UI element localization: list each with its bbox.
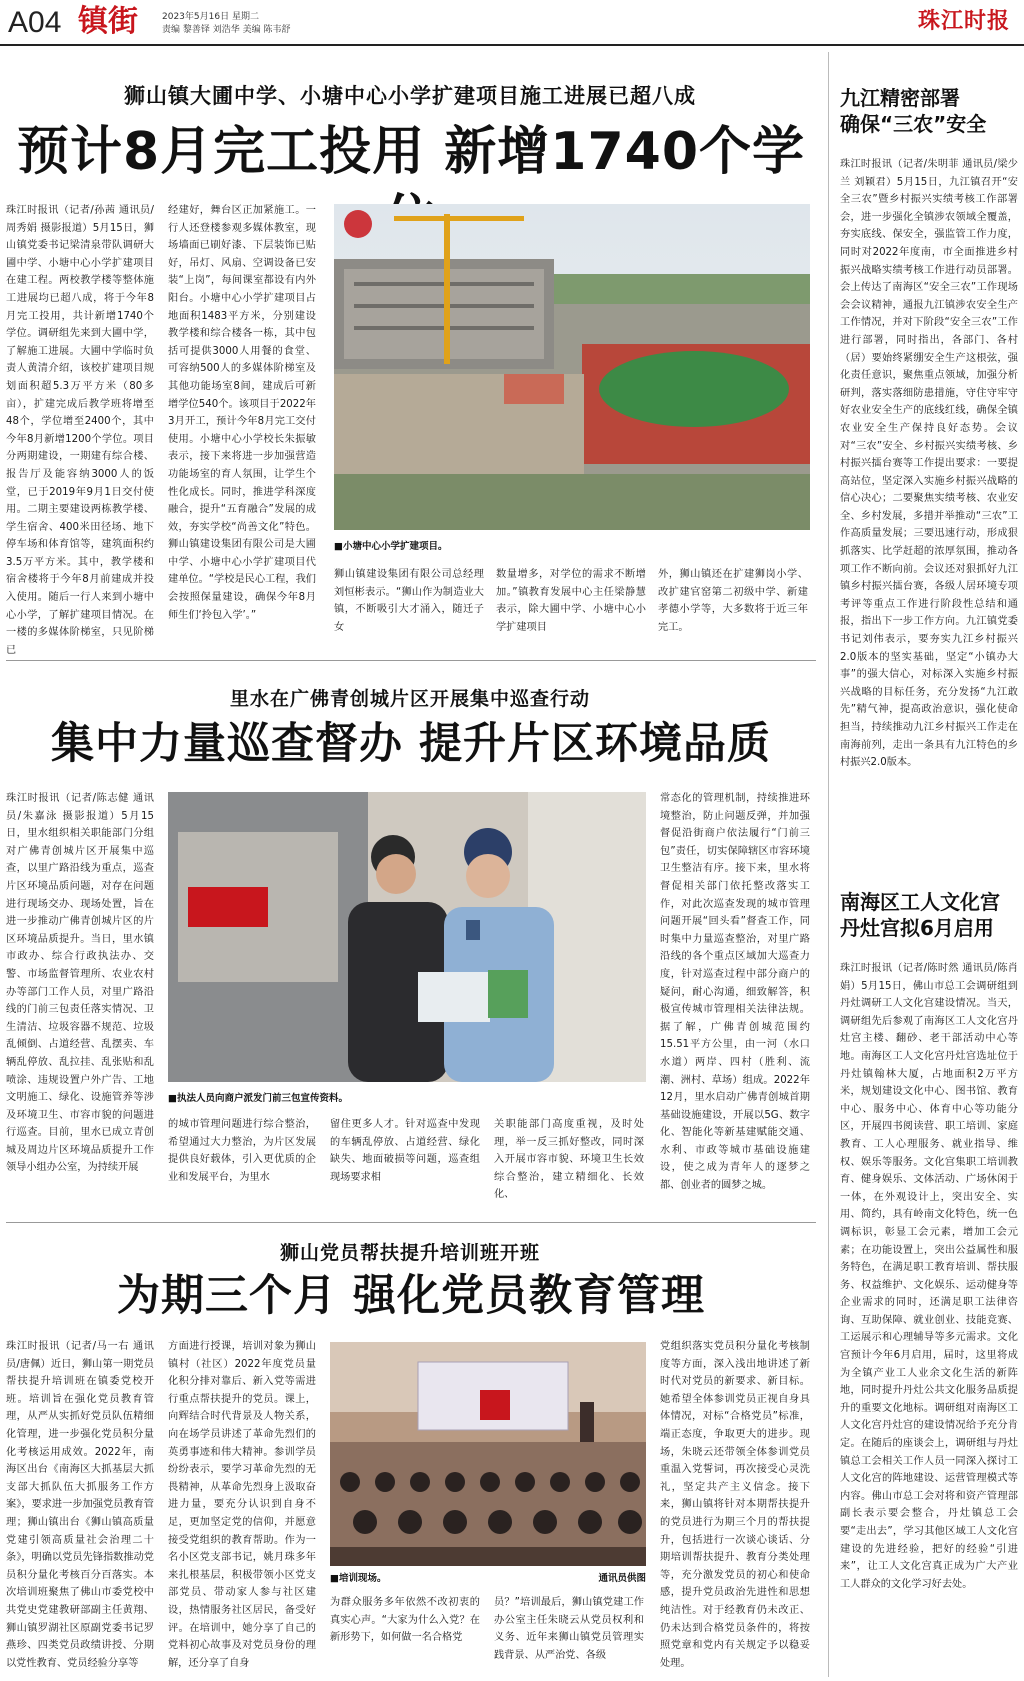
- article3-col2: 方面进行授课，培训对象为狮山镇村（社区）2022年度党员量化积分排对靠后、新入党等需进行重点帮扶提升的党员。课上，向辉结合时代背景及人物关系，向在场学员讲述了革命先烈们的英勇事迹和伟大精神。参训学员纷纷表示，要学习革命先烈的无畏精神，从革命先烈身上汲取奋进力量，要充分认识到自身不足，更加坚定党的信仰，并愿意接受党组织的教育帮助。作为一名小区党支部书记，姚月珠多年来扎根基层，积极带领小区党支部党员、带动家人参与社区建设，热情服务社区居民，备受好评。在培训中，她分享了自己的党料初心故事及对党员身份的理解，还分享了自身: [168, 1341, 316, 1669]
- section-name: 镇街: [78, 4, 138, 39]
- divider-1: [6, 660, 816, 661]
- article3-col3: 为群众服务多年依然不改初衷的真实心声。“大家为什么入党？在新形势下，如何做一名合格党: [330, 1597, 480, 1644]
- article3-col1: 珠江时报讯（记者/马一右 通讯员/唐佩）近日，狮山第一期党员帮扶提升培训班在镇委党校开班。培训旨在强化党员教育管理，从严从实抓好党员队伍精细化管理，进一步强化党员积分量化考核运用成效。2022年，南海区出台《南海区大抓基层大抓支部大抓队伍大抓服务工作方案》，要求进一步加强党员教育管理；狮山镇出台《狮山镇高质量党建引领高质量社会治理二十条》，明确以党员先锋指数推动党员积分量化考核百分百落实。本次培训班聚焦了佛山市委党校中共党史党建教研部副主任黄翔、狮山镇罗湖社区原副党委书记罗燕珍、四类党员政绩讲授、分期以党性教育、党员经验分享等: [6, 1341, 154, 1669]
- article2-photo-caption: ■执法人员向商户派发门前三包宣传资料。: [168, 1093, 348, 1104]
- article2-col2: 的城市管理问题进行综合整治，希望通过大力整治，为片区发展提供良好载体，引入更优质的企业和发展平台，为里水: [168, 1119, 316, 1183]
- article2-headline: 集中力量巡查督办 提升片区环境品质: [51, 719, 771, 769]
- paper-logo: 珠江时报: [918, 8, 1011, 34]
- article3-headline: 为期三个月 强化党员教育管理: [117, 1271, 705, 1321]
- article2-subtitle: 里水在广佛青创城片区开展集中巡查行动: [229, 688, 590, 710]
- side2-body: 珠江时报讯（记者/陈时然 通讯员/陈肖娟）5月15日，佛山市总工会调研组到丹灶调研工人文化宫建设情况。当天，调研组先后参观了南海区工人文化宫丹灶宫主楼、翻砂、老干部活动中心等地。南海区工人文化宫丹灶宫选址位于丹灶镇翰林大厦，占地面积2万平方米，规划建设文化中心、图书馆、教育中心、服务中心、体育中心等功能分区，开展四书阅读营、职工培训、家庭教育、工人心理服务、就业指导、维权、娱乐等服务。文化宫集职工培训教育、健身娱乐、文体活动、广场休闲于一体，在外观设计上，突出安全、实用、简约，具有岭南文化特色，统一色调标识，彰显工会元素，增加工会元素；在功能设置上，突出公益属性和服务特色，在满足职工教育培训、帮扶服务、权益维护、文化娱乐、运动健身等企业需求的同时，还满足职工法律咨询、互助保障、就业创业、技能竞赛、工运展示和心理辅导等多元需求。文化宫预计今年6月启用，届时，这里将成为全镇产业工人业余文化生活的新阵地，同时提升丹灶公共文化服务品质提升的重要文化地标。调研组对南海区工人文化宫丹灶宫的建设情况给予充分肯定。在随后的座谈会上，调研组与丹灶镇总工会相关工作人员一同深入探讨工人文化宫的阵地建设、运营管理模式等内容。佛山市总工会对将和资产管理部副长表示要会整合，丹灶镇总工会要“走出去”，学习其他区域工人文化宫建设的先进经验，把好的经验“引进来”，让工人文化宫真正成为广大产业工人群众的文化学习好去处。: [840, 963, 1018, 1590]
- staff-line: 责编 黎善铎 刘浩华 美编 陈韦舒: [162, 25, 291, 35]
- side1-headline-line2: 确保“三农”安全: [840, 112, 987, 136]
- article3-photo-credit: 通讯员供图: [598, 1573, 646, 1584]
- article2-col3: 留住更多人才。针对巡查中发现的车辆乱停放、占道经营、绿化缺失、地面破损等问题，巡查组现场要求相: [330, 1119, 480, 1183]
- school-construction-photo: [334, 204, 810, 530]
- article1-col2: 经建好，舞台区正加紧施工。一行人还登楼参观多媒体教室，现场墙面已刷好漆、下层装饰已贴好，吊灯、风扇、空调设备已安装“上岗”，每间课室都设有内外阳台。小塘中心小学扩建项目占地面积1483平方米，分别建设教学楼和综合楼各一栋，其中包括可提供3000人用餐的食堂、可容纳500人的多媒体阶梯室及其他功能场室8间，建成后可新增学位540个。该项目于2022年3月开工，预计今年8月完工交付使用。小塘中心小学校长朱振敏表示，接下来将进一步加强营造功能场室的育人氛围，让学生个性化成长。同时，推进学科深度融合，提升“五育融合”发展的成效，夯实学校“尚善文化”特色。狮山镇建设集团有限公司是大圃中学、小塘中心小学扩建项目代建单位。“学校是民心工程，我们会按照保量建设，确保今年8月师生们‘拎包入学’。”: [168, 205, 316, 621]
- construction-site-illustration: [334, 204, 810, 530]
- side1-headline-line1: 九江精密部署: [840, 86, 960, 110]
- article1-subtitle: 狮山镇大圃中学、小塘中心小学扩建项目施工进展已超八成: [124, 84, 696, 108]
- inspection-illustration: [168, 792, 646, 1082]
- side2-headline-line2: 丹灶宫拟6月启用: [840, 916, 994, 940]
- article1-photo-caption: ■小塘中心小学扩建项目。: [334, 541, 448, 552]
- side2-headline-line1: 南海区工人文化宫: [840, 890, 1000, 914]
- article1-col3: 狮山镇建设集团有限公司总经理刘恒彬表示。“狮山作为制造业大镇，不断吸引大才涌入，随迁子女: [334, 569, 484, 633]
- divider-2: [6, 1222, 816, 1223]
- training-illustration: [330, 1342, 646, 1566]
- article1-headline: 预计8月完工投用 新增1740个学: [16, 122, 805, 182]
- inspection-photo: [168, 792, 646, 1082]
- article3-col4: 员？”培训最后，狮山镇党建工作办公室主任朱晓云从党员权利和义务、近年来狮山镇党员管理实践背景、从严治党、各级: [494, 1597, 644, 1661]
- training-photo: [330, 1342, 646, 1566]
- article3-photo-caption: ■培训现场。: [330, 1573, 387, 1584]
- article2-col1: 珠江时报讯（记者/陈志健 通讯员/朱嘉泳 摄影报道）5月15日，里水组织相关职能部门分组对广佛青创城片区开展集中巡查，以里广路沿线为重点，巡查片区环境品质问题，对存在问题进行现场交办、现场处置，旨在进一步推动广佛青创城片区的片区环境品质提升。当日，里水镇市政办、综合行政执法办、交警、市场监督管理所、农业农村办等部门工作人员，对里广路沿线的门前三包责任落实情况、卫生清洁、垃圾容器不规范、垃圾乱倾倒、占道经营、乱摆卖、车辆乱停放、乱拉挂、乱张贴和乱喷涂、违规设置户外广告、工地文明施工、绿化、设施管养等涉及环境卫生、市容市貌的问题进行巡查。目前，里水已成立青创城及周边片区环境品质提升工作领导小组办公室，为持续开展: [6, 793, 154, 1174]
- sidebar-rule: [828, 52, 829, 1677]
- article1-col5: 外，狮山镇还在扩建狮岗小学、改扩建官窑第二初级中学、新建孝德小学等，大多数将于近三年完工。: [658, 569, 808, 633]
- article1-col1: 珠江时报讯（记者/孙茜 通讯员/周秀娟 摄影报道）5月15日，狮山镇党委书记梁清泉带队调研大圃中学、小塘中心小学扩建项目在建工程。两校教学楼等整体施工进展均已超八成，将于今年8月完工投用，共计新增1740个学位。调研组先来到大圃中学，了解施工进展。大圃中学临时负责人黄清介绍，该校扩建项目规划面积超5.3万平方米（80多亩），扩建完成后教学班将增至48个，学位增至2400个，其中今年8月新增1200个学位。项目分两期建设，一期建有综合楼、报告厅及能容纳3000人的饭堂，已于2019年9月1日交付使用。二期主要建设两栋教学楼、学生宿舍、400米田径场、地下停车场和体育馆等，建筑面积约3.5万平方米。其中，教学楼和宿舍楼将于今年8月前建成并投入使用。随后一行人来到小塘中心小学，了解扩建项目情况。在一楼的多媒体阶梯室，只见阶梯已: [6, 205, 154, 656]
- side1-body: 珠江时报讯（记者/朱明菲 通讯员/梁少兰 刘颖君）5月15日，九江镇召开“安全三农”暨乡村振兴实绩考核工作部署会，进一步强化全镇涉农领域全覆盖，夯实底线、保安全，强监管工作力度，同时对2022年度南，市全面推进乡村振兴战略实绩考核工作进行动员部署。会上传达了南海区“安全三农”工作现场会会议精神，通报九江镇涉农安全生产工作情况，并对下阶段“安全三农”工作进行部署，同时指出，各部门、各村（居）要始终紧绷安全生产这根弦，强化责任意识，聚焦重点领域，加强分析研判，落实落细防患措施，守住守牢守好农业安全生产的底线红线，确保全镇农业安全生产保持良好态势。会议对“三农”安全、乡村振兴实绩考核、乡村振兴擂台赛等工作提出要求：一要提高站位，坚定深入实施乡村振兴战略的信心决心；二要聚焦实绩考核、农业安全、乡村发展，多措并举推动“三农”工作高质量发展；三要迅速行动，形成狠抓落实、比学赶超的浓厚氛围，推动各项工作不断向前。会议还对狠抓好九江镇乡村振兴擂台赛，各级人居环境专项考评等重点工作进行阶段性总结和通报，指出下一步工作方向。九江镇党委书记刘伟表示，要夯实九江乡村振兴2.0版本的坚实基础，坚定“小镇办大事”的强大信心，对标深入实施乡村振兴战略的目标任务，充分发扬“九江敢先”精气神，提高政治意识，强化使命担当，持续推动九江乡村振兴工作走在南海前列，走出一条具有九江特色的乡村振兴2.0版本。: [840, 159, 1018, 769]
- header-rule: [0, 44, 1024, 46]
- date-line: 2023年5月16日 星期二: [162, 12, 259, 22]
- article3-col5: 党组织落实党员积分量化考核制度等方面，深入浅出地讲述了新时代对党员的新要求、新目标。她希望全体参训党员正视自身具体情况，对标“合格党员”标准，端正态度，争取更大的进步。现场，朱晓云还带领全体参训党员重温入党誓词，再次接受心灵洗礼，坚定共产主义信念。接下来，狮山镇将针对本期帮扶提升的党员进行为期三个月的帮扶提升，包括进行一次谈心谈话、分期培训帮扶提升、教育分类处理等，充分激发党员的初心和使命感，提升党员政治先进性和思想纯洁性。对于经教育仍未改正、仍未达到合格党员条件的，将按照党章和党内有关规定予以稳妥处理。: [660, 1341, 810, 1669]
- article3-subtitle: 狮山党员帮扶提升培训班开班: [279, 1242, 540, 1264]
- article2-col5: 常态化的管理机制，持续推进环境整治，防止问题反弹，并加强督促沿街商户依法履行“门前三包”责任，切实保障辖区市容环境卫生整洁有序。接下来，里水将督促相关部门依托整改落实工作，对此次巡查发现的城市管理问题开展“回头看”督查工作，同时集中力量巡查整治，对里广路沿线的各个重点区域加大巡查力度，针对巡查过程中部分商户的疑问，耐心沟通，细致解答，积极宣传城市管理相关法律法规。据了解，广佛青创城范围约15.51平方公里，由一河（水口水道）两岸、四村（胜利、流潮、洲村、草场）组成。2022年12月，里水启动广佛青创城首期基础设施建设，开展以5G、数字化、智能化等新基建赋能交通、水利、市政等城市基础设施建设，使之成为青年人的逐梦之都、创业者的圆梦之城。: [660, 793, 810, 1192]
- article2-col4: 关职能部门高度重视，及时处理，举一反三抓好整改，同时深入开展市容市貌、环境卫生长效综合整治，建立精细化、长效化、: [494, 1119, 644, 1201]
- page-number: A04: [8, 6, 62, 39]
- article1-col4: 数量增多，对学位的需求不断增加。”镇教育发展中心主任梁静慧表示，除大圃中学、小塘中心小学扩建项目: [496, 569, 646, 633]
